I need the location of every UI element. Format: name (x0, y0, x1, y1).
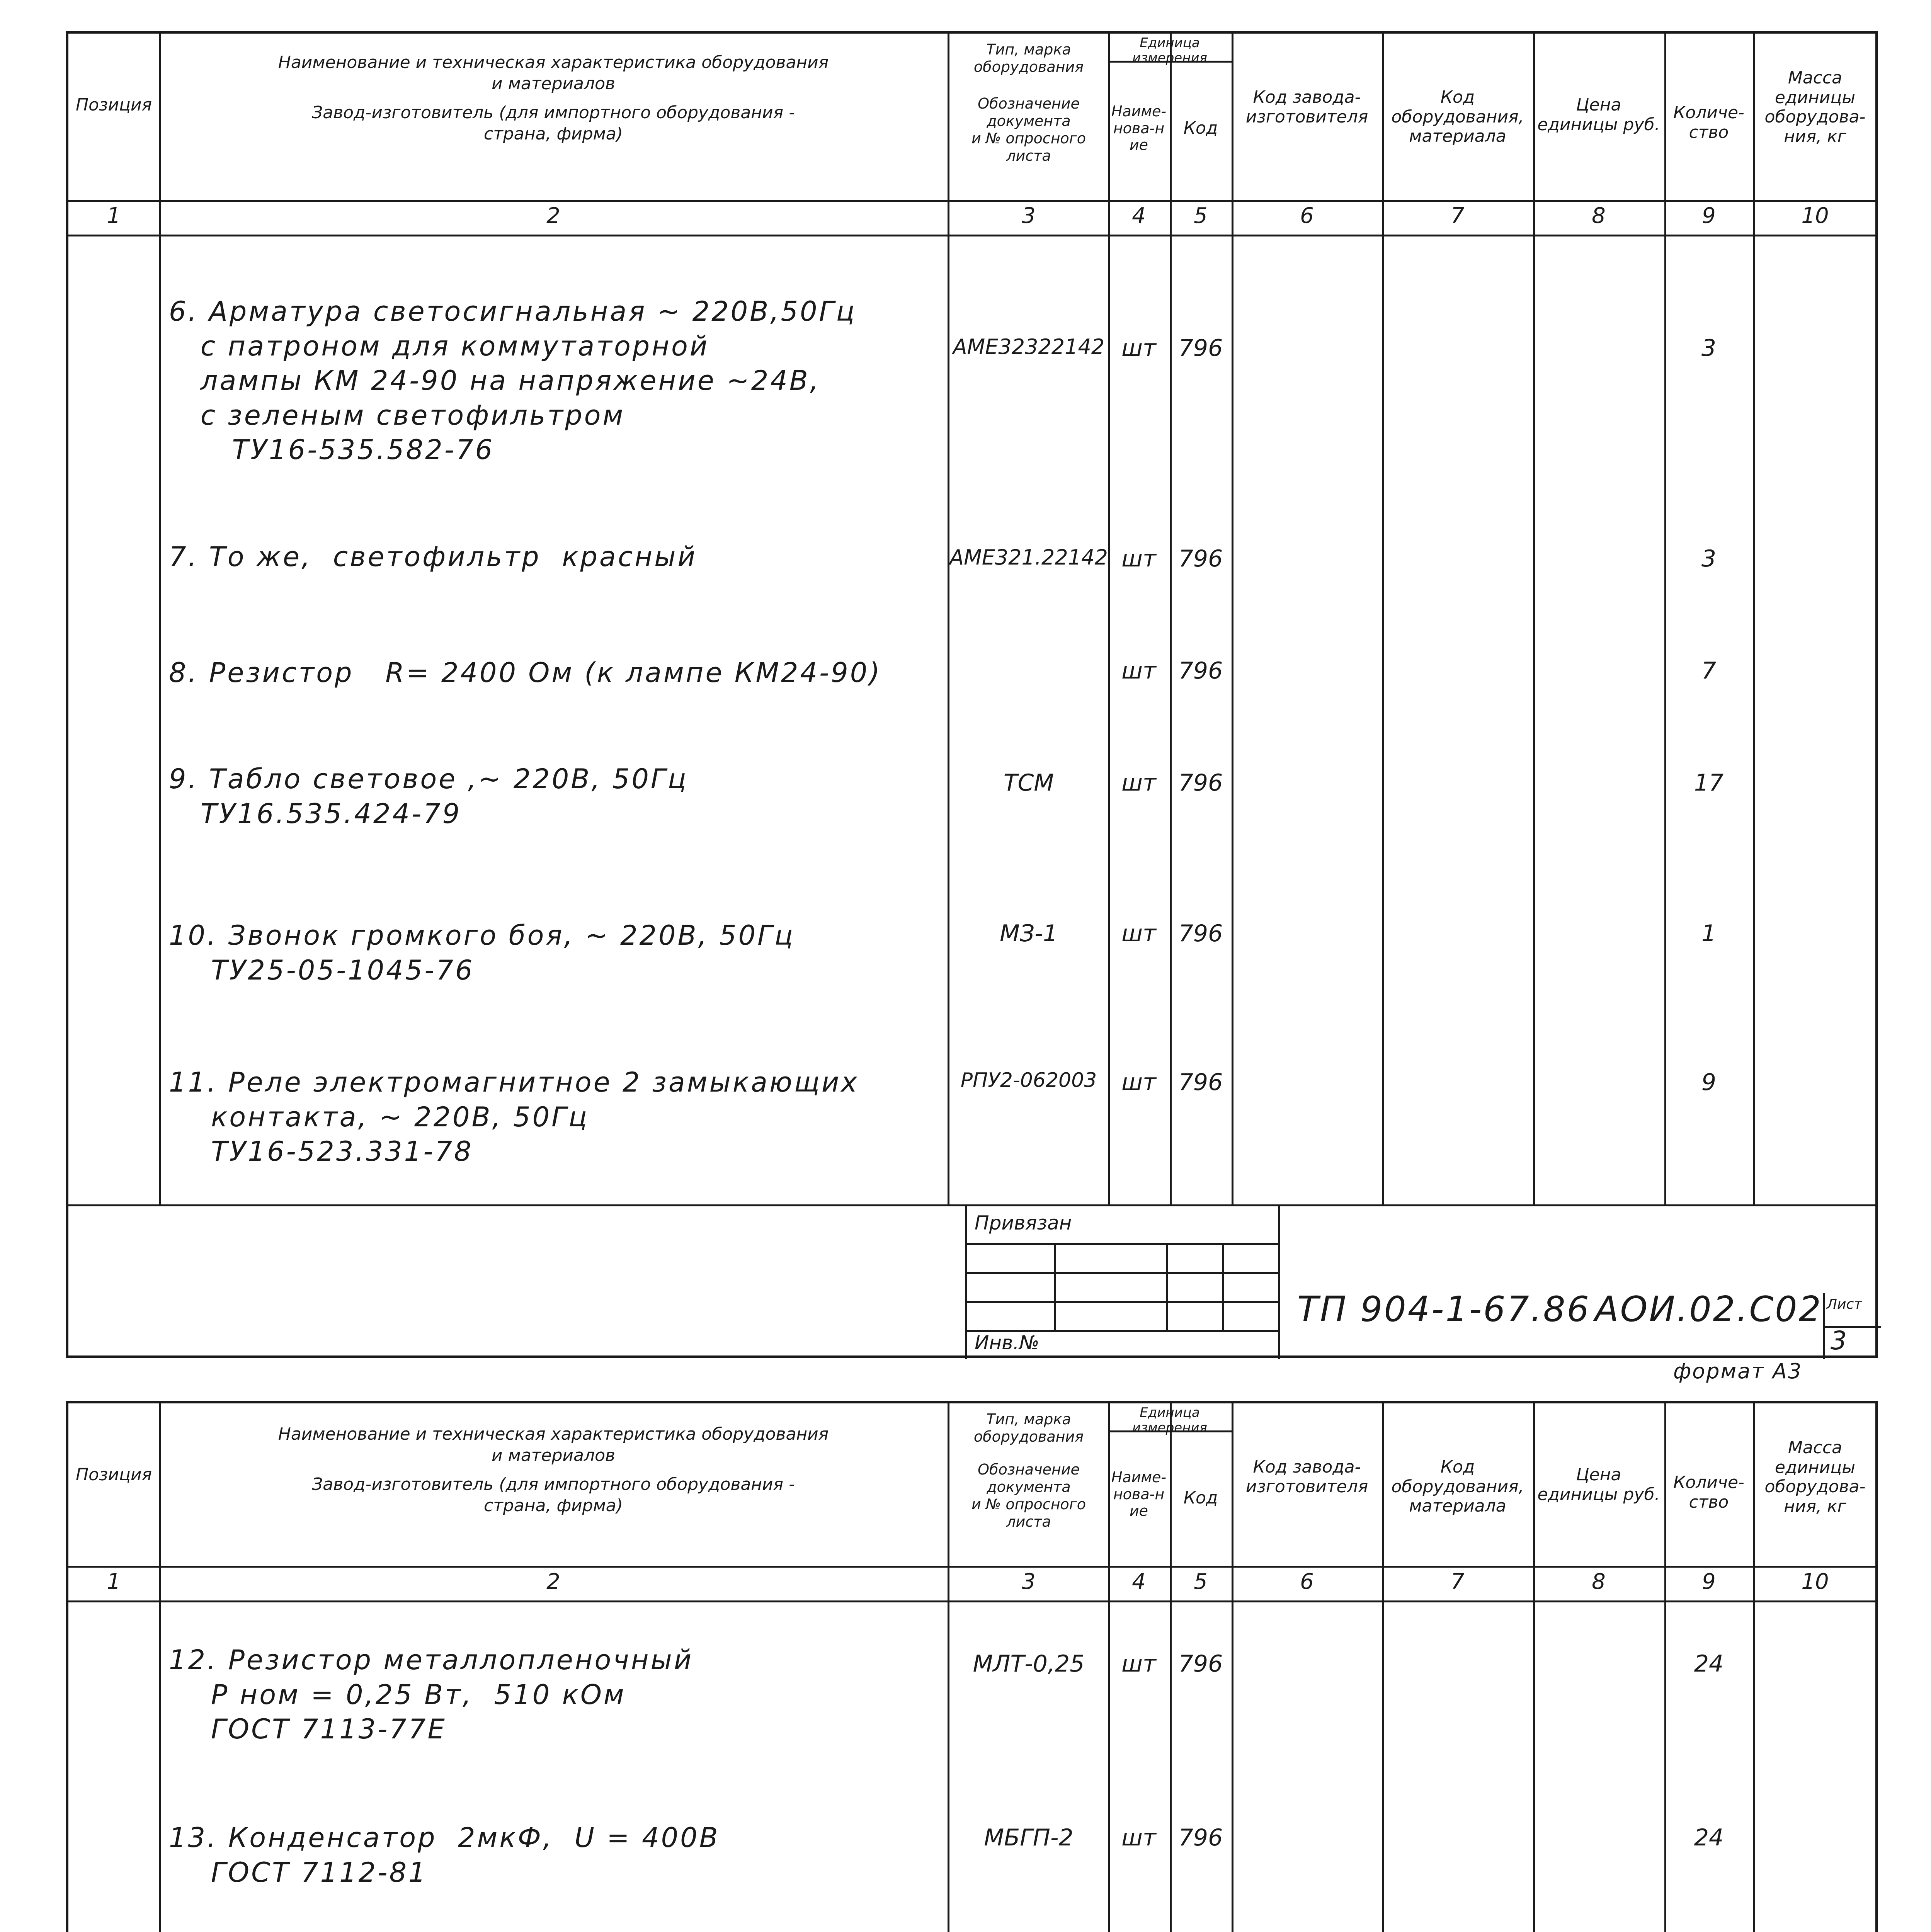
header-type-line6: листа (1006, 147, 1051, 164)
header-maker-code: Код завода-изготовителя (1245, 87, 1368, 127)
col-number-4: 4 (1132, 203, 1146, 228)
item-9-code: 796 (1178, 769, 1223, 796)
item-6-description: 6. Арматура светосигнальная ~ 220В,50Гц с патроном для коммутаторной лампы КМ 24-90 на напряжение ~24В, с зеленым светофильтром ТУ16-535.582-76 (169, 296, 857, 466)
item-13-qty: 24 (1694, 1824, 1724, 1851)
header-type-line3: Обозначение (978, 95, 1080, 112)
header-type-line6-2: листа (1006, 1513, 1051, 1530)
col-number-3-2: 3 (1022, 1569, 1036, 1594)
item-6-code: 796 (1178, 335, 1223, 362)
item-8-description: 8. Резистор R= 2400 Ом (к лампе КМ24-90) (169, 657, 882, 689)
header-mass: Масса единицы оборудова-ния, кг (1764, 68, 1866, 146)
item-9-unit: шт (1121, 769, 1156, 796)
item-9-description: 9. Табло световое ,~ 220В, 50Гц ТУ16.535.424-79 (169, 763, 688, 830)
col-number-10: 10 (1801, 203, 1829, 228)
item-9-qty: 17 (1694, 769, 1724, 796)
header-unit-group: Единица измерения (1132, 35, 1208, 66)
item-12-qty: 24 (1694, 1650, 1724, 1677)
header-type-line2-2: оборудования (973, 1428, 1084, 1445)
item-8-unit: шт (1121, 657, 1156, 684)
item-6-unit: шт (1121, 335, 1156, 362)
inv-label-1: Инв.№ (975, 1332, 1040, 1354)
spec-sheet-2 (66, 1401, 1878, 1932)
header-type-line4: документа (987, 112, 1071, 129)
item-7-type: АМЕ321.22142 (949, 545, 1108, 570)
item-12-type: МЛТ-0,25 (973, 1650, 1085, 1677)
col-number-4-2: 4 (1132, 1569, 1146, 1594)
item-13-type: МБГП-2 (984, 1824, 1074, 1851)
item-11-qty: 9 (1701, 1069, 1717, 1096)
header-type-line3-2: Обозначение (978, 1461, 1080, 1478)
item-8-code: 796 (1178, 657, 1223, 684)
header-unit-group-2: Единица измерения (1132, 1405, 1208, 1436)
header-position-2: Позиция (75, 1465, 152, 1485)
col-number-3: 3 (1022, 203, 1036, 228)
header-name-line2: и материалов (492, 74, 615, 94)
item-10-qty: 1 (1701, 920, 1717, 947)
header-type-line1-2: Тип, марка (986, 1411, 1071, 1428)
item-9-type: ТСМ (1003, 769, 1054, 796)
item-10-description: 10. Звонок громкого боя, ~ 220В, 50Гц ТУ25-05-1045-76 (169, 920, 795, 986)
item-10-code: 796 (1178, 920, 1223, 947)
header-unit-name: Наиме-нова-ние (1111, 103, 1167, 154)
col-number-7: 7 (1451, 203, 1465, 228)
item-7-qty: 3 (1701, 545, 1717, 572)
item-6-type: АМЕ32322142 (953, 335, 1105, 359)
col-number-7-2: 7 (1451, 1569, 1465, 1594)
item-13-description: 13. Конденсатор 2мкФ, U = 400В ГОСТ 7112-81 (169, 1822, 720, 1888)
header-name-line1-2: Наименование и техническая характеристика оборудования (278, 1424, 829, 1444)
item-11-description: 11. Реле электромагнитное 2 замыкающих контакта, ~ 220В, 50Гц ТУ16-523.331-78 (169, 1066, 859, 1168)
header-unit-code-2: Код (1183, 1488, 1218, 1508)
col-number-1: 1 (107, 203, 121, 228)
header-maker-code-2: Код завода-изготовителя (1245, 1457, 1368, 1497)
header-qty-2: Количе-ство (1673, 1473, 1744, 1512)
item-10-type: МЗ-1 (999, 920, 1058, 947)
item-7-description: 7. То же, светофильтр красный (169, 541, 697, 573)
item-6-qty: 3 (1701, 335, 1717, 362)
item-11-type: РПУ2-062003 (960, 1069, 1097, 1092)
header-position: Позиция (75, 95, 152, 115)
col-number-6-2: 6 (1300, 1569, 1314, 1594)
spec-sheet-1 (66, 31, 1878, 1358)
list-label-1: Лист (1827, 1296, 1862, 1312)
item-12-description: 12. Резистор металлопленочный Р ном = 0,25 Вт, 510 кОм ГОСТ 7113-77Е (169, 1644, 694, 1745)
header-equip-code-2: Код оборудования, материала (1391, 1457, 1524, 1516)
col-number-5-2: 5 (1194, 1569, 1208, 1594)
col-number-1-2: 1 (107, 1569, 121, 1594)
item-7-code: 796 (1178, 545, 1223, 572)
privyazan-label-1: Привязан (975, 1212, 1072, 1234)
item-7-unit: шт (1121, 545, 1156, 572)
col-number-8-2: 8 (1592, 1569, 1606, 1594)
col-number-6: 6 (1300, 203, 1314, 228)
header-mass-2: Масса единицы оборудова-ния, кг (1764, 1438, 1866, 1516)
format-label: формат А3 (1673, 1359, 1803, 1383)
item-11-code: 796 (1178, 1069, 1223, 1096)
header-price-2: Цена единицы руб. (1537, 1465, 1660, 1504)
item-8-qty: 7 (1701, 657, 1717, 684)
header-name-line1: Наименование и техническая характеристика оборудования (278, 53, 829, 72)
doc-code-1: ТП 904-1-67.86 (1297, 1289, 1591, 1330)
item-12-unit: шт (1121, 1650, 1156, 1677)
col-number-9-2: 9 (1702, 1569, 1716, 1594)
header-name-line4: страна, фирма) (484, 124, 623, 144)
header-unit-name-2: Наиме-нова-ние (1111, 1469, 1167, 1520)
list-number-1: 3 (1831, 1326, 1847, 1355)
col-number-8: 8 (1592, 203, 1606, 228)
col-number-2-2: 2 (546, 1569, 560, 1594)
header-name-line3-2: Завод-изготовитель (для импортного оборудования - (312, 1475, 795, 1494)
item-13-code: 796 (1178, 1824, 1223, 1851)
doc-mark-1: АОИ.02.С02 (1595, 1289, 1822, 1330)
item-13-unit: шт (1121, 1824, 1156, 1851)
header-name-line4-2: страна, фирма) (484, 1496, 623, 1515)
item-11-unit: шт (1121, 1069, 1156, 1096)
header-type-line5-2: и № опросного (971, 1496, 1086, 1513)
item-10-unit: шт (1121, 920, 1156, 947)
header-name-line3: Завод-изготовитель (для импортного оборудования - (312, 103, 795, 122)
item-12-code: 796 (1178, 1650, 1223, 1677)
header-qty: Количе-ство (1673, 103, 1744, 142)
header-type-line5: и № опросного (971, 130, 1086, 147)
header-type-line2: оборудования (973, 58, 1084, 75)
header-type-line1: Тип, марка (986, 41, 1071, 58)
header-type-line4-2: документа (987, 1478, 1071, 1495)
col-number-2: 2 (546, 203, 560, 228)
col-number-9: 9 (1702, 203, 1716, 228)
col-number-5: 5 (1194, 203, 1208, 228)
header-name-line2-2: и материалов (492, 1446, 615, 1465)
col-number-10-2: 10 (1801, 1569, 1829, 1594)
header-unit-code: Код (1183, 118, 1218, 138)
header-equip-code: Код оборудования, материала (1391, 87, 1524, 146)
header-price: Цена единицы руб. (1537, 95, 1660, 134)
